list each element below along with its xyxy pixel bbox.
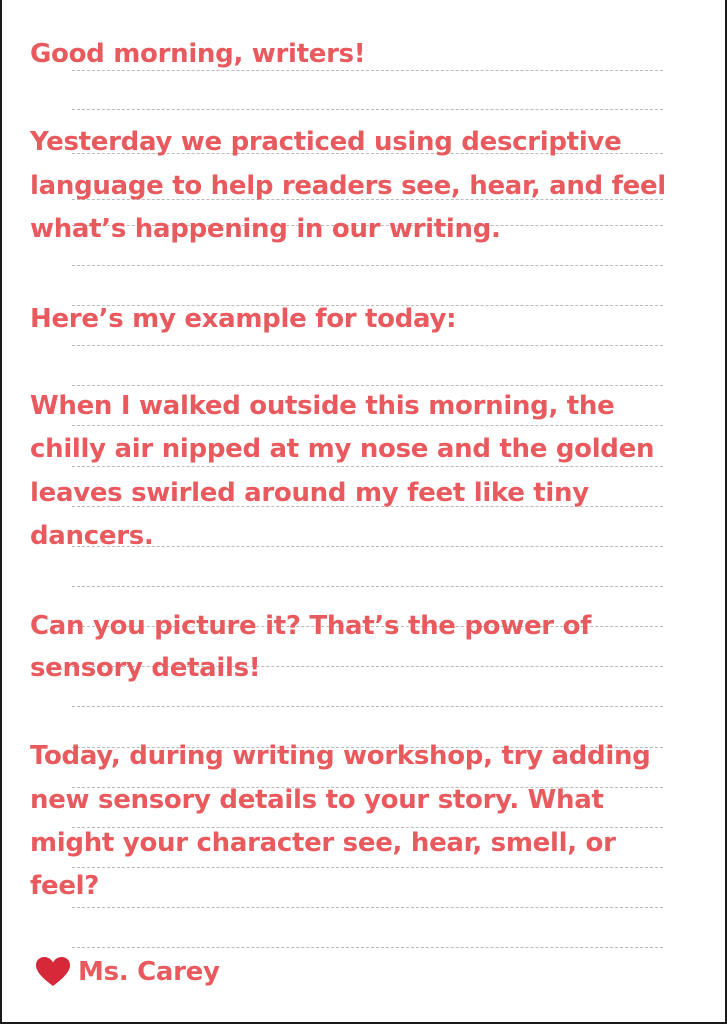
paragraph-4-line-2: sensory details! [30,653,261,683]
ruled-line [72,706,663,707]
paragraph-3-line-1: When I walked outside this morning, the [30,391,615,421]
paragraph-2-line-1: Here’s my example for today: [30,304,457,334]
ruled-line [72,867,663,868]
ruled-line [72,907,663,908]
ruled-line [72,345,663,346]
ruled-line [72,385,663,386]
ruled-line [72,947,663,948]
ruled-line [72,265,663,266]
heart-icon [36,957,70,987]
ruled-line [72,546,663,547]
paragraph-5-line-2: new sensory details to your story. What [30,785,604,815]
ruled-line [72,70,663,71]
paragraph-5-line-4: feel? [30,871,100,901]
ruled-line [72,586,663,587]
paragraph-3-line-3: leaves swirled around my feet like tiny [30,478,589,508]
signature [36,956,220,988]
ruled-line [72,425,663,426]
paragraph-5-line-1: Today, during writing workshop, try adding [30,741,651,771]
paragraph-1-line-1: Yesterday we practiced using descriptive [30,127,622,157]
paragraph-1-line-3: what’s happening in our writing. [30,214,501,244]
paragraph-3-line-4: dancers. [30,521,154,551]
ruled-line [72,466,663,467]
signature-name: Ms. Carey [78,957,220,987]
paragraph-5-line-3: might your character see, hear, smell, or [30,828,616,858]
paragraph-1-line-2: language to help readers see, hear, and feel [30,171,666,201]
greeting: Good morning, writers! [30,39,366,69]
ruled-line [72,109,663,110]
paragraph-3-line-2: chilly air nipped at my nose and the golden [30,434,655,464]
paragraph-4-line-1: Can you picture it? That’s the power of [30,611,592,641]
